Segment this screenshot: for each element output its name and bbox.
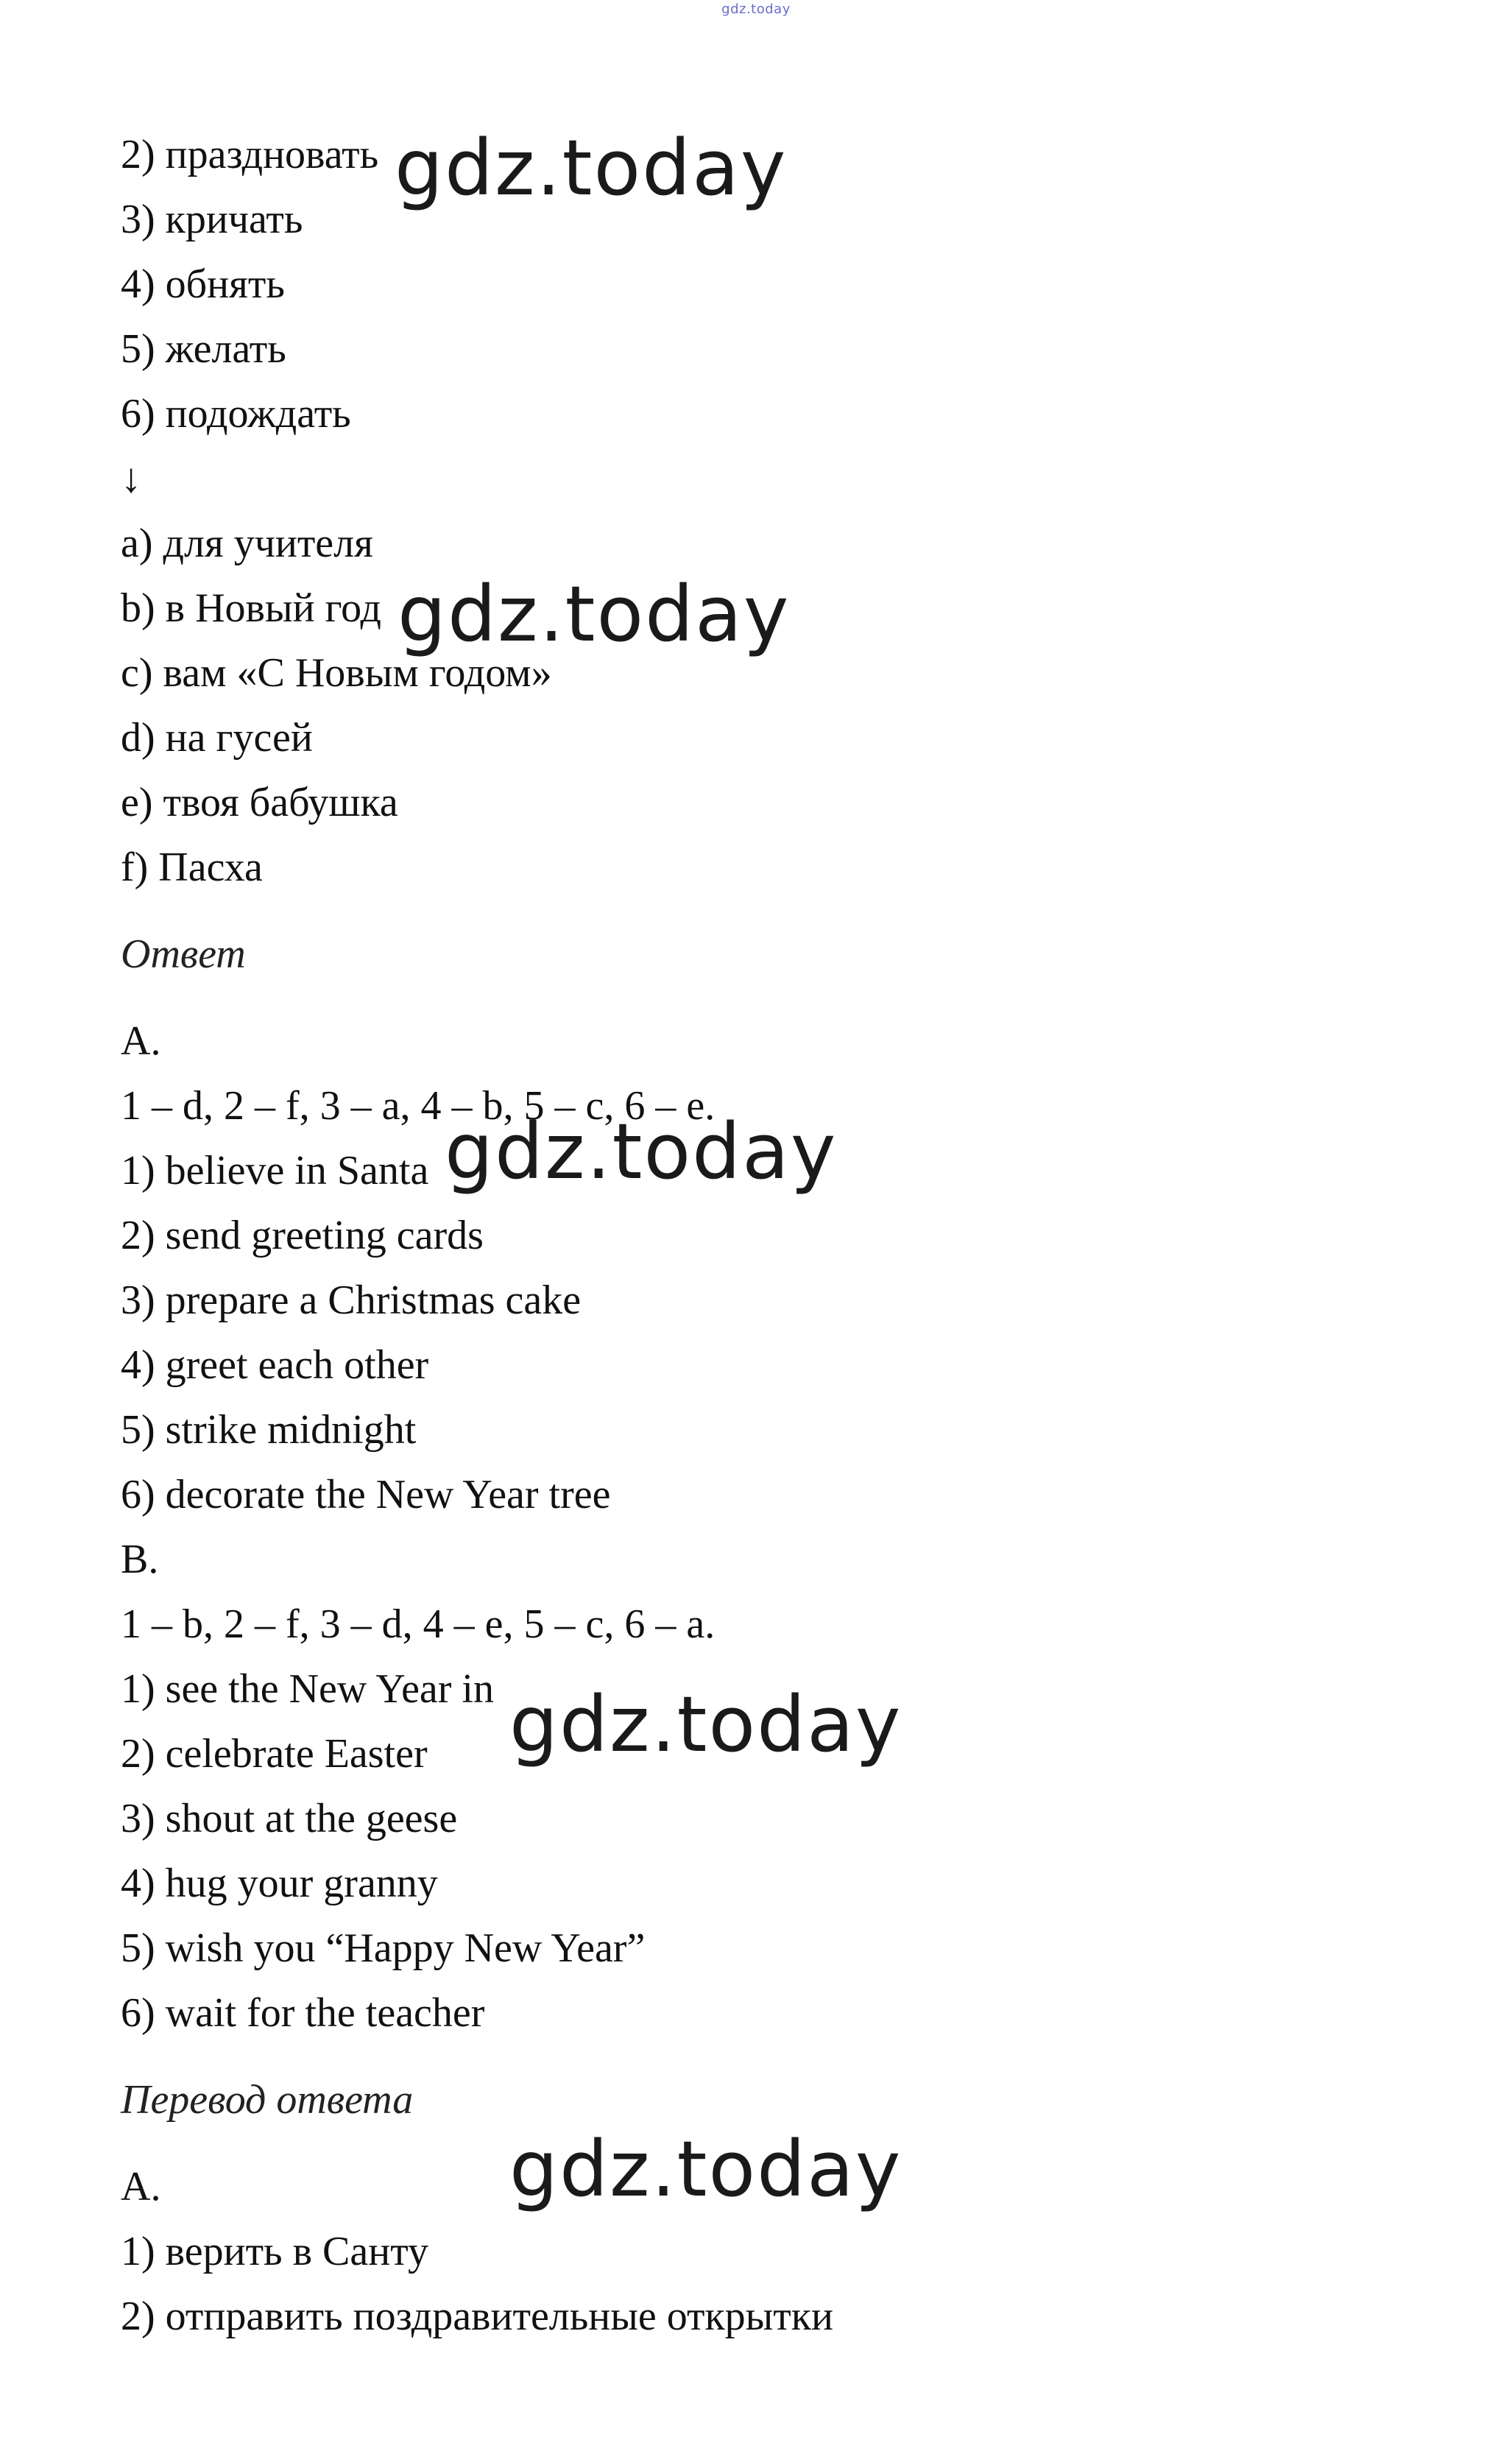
section-a-label: A. [121, 1018, 161, 1064]
list-item: 1) see the New Year in [121, 1666, 494, 1712]
answer-heading: Ответ [121, 931, 246, 977]
site-link[interactable]: gdz.today [721, 1, 791, 17]
answer-key-a: 1 – d, 2 – f, 3 – a, 4 – b, 5 – c, 6 – e. [121, 1083, 716, 1129]
watermark: gdz.today [445, 1107, 838, 1196]
list-item: 5) wish you “Happy New Year” [121, 1925, 646, 1971]
list-item: 4) hug your granny [121, 1861, 438, 1906]
list-item: d) на гусей [121, 715, 313, 761]
list-item: 3) кричать [121, 197, 303, 242]
list-item: 4) greet each other [121, 1342, 429, 1388]
watermark: gdz.today [398, 569, 791, 659]
watermark: gdz.today [395, 123, 788, 213]
answer-key-b: 1 – b, 2 – f, 3 – d, 4 – e, 5 – c, 6 – a. [121, 1601, 716, 1647]
list-item: c) вам «С Новым годом» [121, 650, 552, 696]
section-b-label: B. [121, 1537, 159, 1582]
list-item: 2) отправить поздравительные открытки [121, 2293, 833, 2339]
list-item: a) для учителя [121, 521, 373, 566]
list-item: 6) подождать [121, 391, 351, 437]
watermark: gdz.today [509, 2124, 902, 2214]
arrow-down-icon: ↓ [121, 456, 141, 501]
watermark: gdz.today [509, 1679, 902, 1769]
list-item: 1) believe in Santa [121, 1148, 429, 1193]
list-item: f) Пасха [121, 845, 263, 890]
translation-section-a-label: A. [121, 2164, 161, 2210]
list-item: 5) желать [121, 326, 286, 372]
list-item: 2) праздновать [121, 132, 379, 177]
list-item: e) твоя бабушка [121, 780, 398, 825]
list-item: 2) send greeting cards [121, 1213, 484, 1258]
list-item: 4) обнять [121, 261, 285, 307]
list-item: b) в Новый год [121, 585, 382, 631]
list-item: 3) prepare a Christmas cake [121, 1277, 582, 1323]
list-item: 1) верить в Санту [121, 2229, 428, 2274]
list-item: 6) decorate the New Year tree [121, 1472, 611, 1517]
list-item: 3) shout at the geese [121, 1796, 458, 1841]
list-item: 2) celebrate Easter [121, 1731, 428, 1777]
list-item: 6) wait for the teacher [121, 1990, 485, 2036]
document-body [121, 122, 1372, 2349]
list-item: 5) strike midnight [121, 1407, 417, 1453]
translation-heading: Перевод ответа [121, 2077, 414, 2123]
